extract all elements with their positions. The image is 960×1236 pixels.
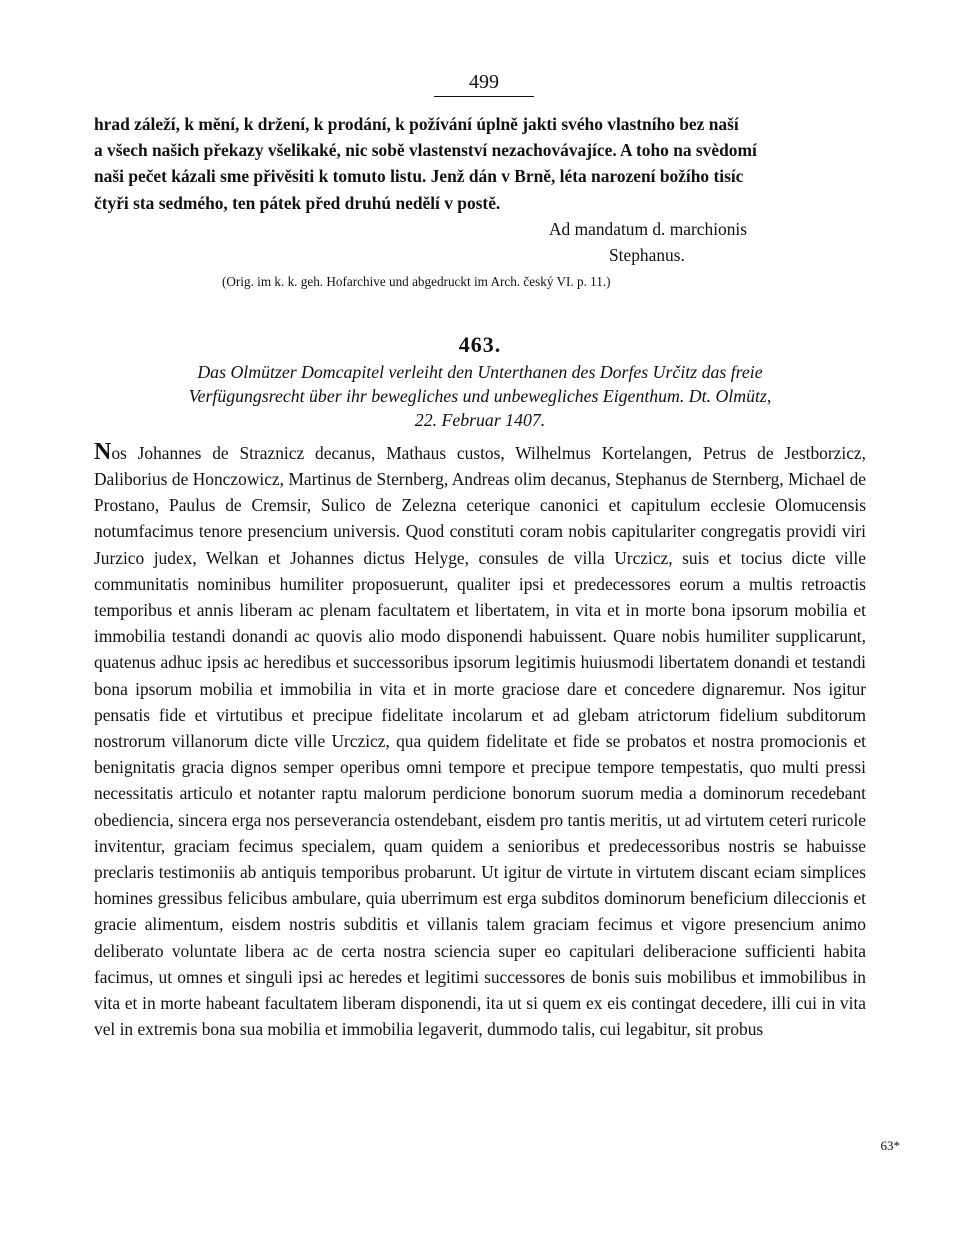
title-line: Verfügungsrecht über ihr bewegliches und unbewegliches Eigenthum. Dt. Olmütz, — [188, 385, 772, 406]
title-line: Das Olmützer Domcapitel verleiht den Unterthanen des Dorfes Určitz das freie — [197, 361, 763, 382]
initial-letter: N — [94, 438, 112, 465]
source-note: (Orig. im k. k. geh. Hofarchive und abgedruckt im Arch. český VI. p. 11.) — [222, 273, 611, 289]
document-number: 463. — [458, 331, 502, 357]
text-line-last: čtyři sta sedmého, ten pátek před druhú nedělí v postě. — [94, 192, 501, 213]
signature-mark: 63* — [880, 1138, 900, 1153]
text-line: hrad záleží, k mění, k držení, k prodání, k požívání úplně jakti svého vlastního bez naší — [94, 114, 739, 134]
document-title — [94, 360, 866, 432]
subscription-line: Ad mandatum d. marchionis — [549, 218, 748, 239]
subscription — [94, 216, 866, 268]
title-date: 22. Februar 1407. — [414, 409, 546, 430]
signatory: Stephanus. — [609, 244, 685, 265]
text-line: naši pečet kázali sme přivěsiti k tomuto listu. Jenž dán v Brně, léta narození božího tisíc — [94, 166, 744, 187]
text-line: a všech našich překazy všelikaké, nic sobě vlastenství nezachovávajíce. A toho na svèdomí — [94, 140, 757, 161]
previous-document-text — [94, 111, 866, 216]
page-number: 499 — [434, 70, 534, 97]
document-body — [94, 440, 866, 1043]
body-text: os Johannes de Straznicz decanus, Mathaus custos, Wilhelmus Kortelangen, Petrus de Jestborzicz, Daliborius de Honczowicz, Martinus de Sternberg, Andreas olim decanus, Stephanus de Sternberg, Michael de Prostano, Paulus de Cremsir, Sulico de Zelezna ceterique canonici et capitulum ecclesie Olomucensis notumfacimus tenore presencium universis. Quod constituti coram nobis capitulariter congregatis providi viri Jurzico judex, Welkan et Johannes dictus Helyge, consules de villa Urczicz, suis et tocius dicte ville communitatis nominibus humiliter proposuerunt, qualiter ipsi et predecessores eorum a multis retroactis temporibus et annis liberam ac plenam facultatem et libertatem, in vita et in morte bona ipsorum mobilia et immobilia testandi donandi ac quovis alio modo disponendi habuissent. Quare nobis humiliter supplicarunt, quatenus adhuc ipsis ac heredibus et successoribus ipsorum legitimis huiusmodi libertatem donandi et testandi bona ipsorum mobilia et immobilia in vita et in morte graciose dare et concedere dignaremur. Nos igitur pensatis fide et virtutibus et precipue fidelitate incolarum et ad glebam atrictorum fidelium subditorum nostrorum villanorum dicte ville Urczicz, qua quidem fidelitate et fide se probatos et nostra promocionis et benignitatis gracia dignos semper operibus omni tempore et precipue tempore tempestatis, quo multi pressi necessitatis articulo et notanter raptu malorum perdicione bonorum suorum media a dominorum recedebant obediencia, sincera erga nos perseverancia ostendebant, eisdem pro tantis meritis, ut ad virtutem ceteri ruricole invitentur, graciam fecimus specialem, quam quidem a senioribus et predecessoribus nostris se habuisse preclaris testimoniis ab antiquis temporibus probarunt. Ut igitur de virtute in virtutem discant eciam simplices homines gressibus felicibus ambulare, quia uberrimum est erga subditos dominorum beneficium dileccionis et gracie alimentum, eisdem nostris subditis et villanis talem graciam fecimus et vigore presencium animo deliberato voluntate libera ac de certa nostra sciencia super eo capitulari deliberacione sufficienti habita facimus, ut omnes et singuli ipsi ac heredes et legitimi successores de bonis suis mobilibus et immobilibus in vita et in morte habeant facultatem liberam disponendi, ita ut si quem ex eis contingat decedere, illi cui in vita vel in extremis bona sua mobilia et immobilia legaverit, dummodo talis, cui legabitur, sit probus — [94, 442, 866, 1040]
page — [94, 70, 866, 1042]
